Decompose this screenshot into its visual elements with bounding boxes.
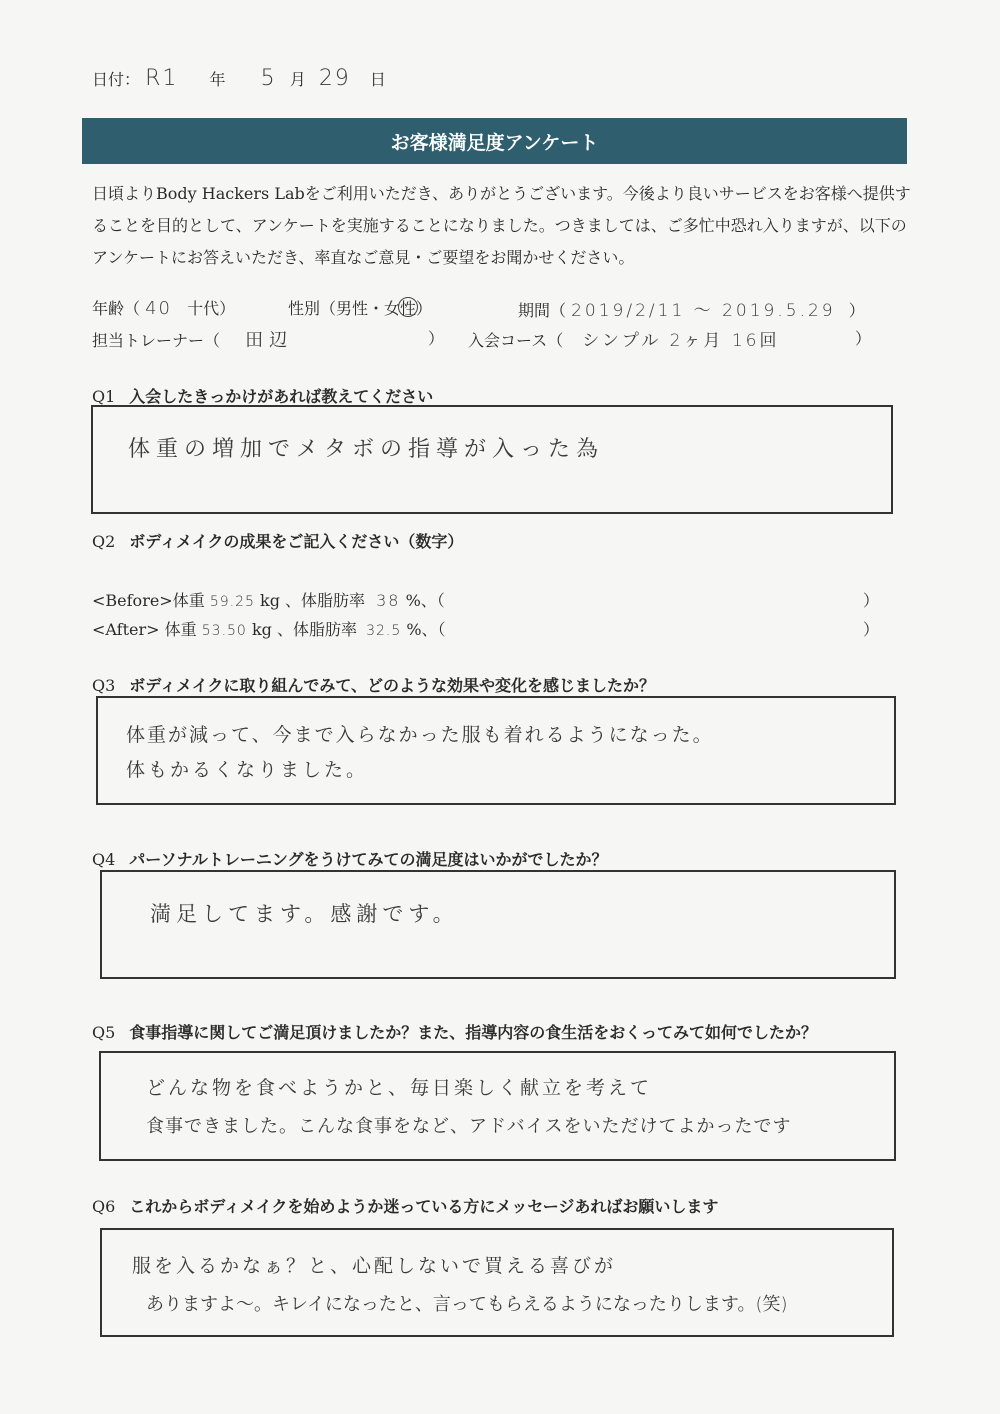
age-value: 40: [145, 298, 173, 319]
age-field: [92, 296, 235, 319]
after-fat: 32.5: [366, 623, 402, 639]
after-kg-label: kg 、体脂肪率: [251, 620, 357, 639]
month-label: 月: [289, 70, 306, 89]
age-label: 年齢（: [92, 299, 141, 318]
after-weight: 53.50: [201, 623, 247, 639]
course-close: ）: [855, 329, 872, 348]
q4-number: Q4: [92, 850, 116, 869]
before-weight: 59.25: [209, 594, 255, 610]
trainer-field: [92, 326, 293, 352]
q3-answer-line1: 体重が減って、今まで入らなかった服も着れるようになった。: [126, 724, 714, 746]
q6-answer-box: [100, 1228, 894, 1337]
date-line: [92, 66, 386, 91]
period-close: ）: [848, 301, 865, 320]
q5-answer-line1: どんな物を食べようかと、毎日楽しく献立を考えて: [146, 1077, 653, 1099]
trainer-label: 担当トレーナー（: [92, 331, 221, 350]
period-label: 期間（: [518, 301, 567, 320]
q2-before-row: [92, 588, 445, 611]
before-fat: 38: [376, 591, 401, 610]
q6-number: Q6: [92, 1197, 116, 1216]
q6-answer-line1: 服を入るかなぁ？と、心配しないで買える喜びが: [132, 1255, 617, 1277]
trainer-value: 田辺: [245, 330, 294, 351]
gender-label: 性別（男性・女性）: [288, 299, 433, 318]
survey-title-banner: [82, 118, 907, 164]
q4-answer: 満足してます。感謝です。: [150, 902, 459, 926]
course-value: シンプル 2ヶ月 16回: [582, 331, 780, 351]
course-label: 入会コース（: [468, 331, 564, 350]
age-suffix: 十代）: [187, 299, 236, 318]
q2-after-row: [92, 617, 446, 640]
survey-title: お客様満足度アンケート: [390, 131, 599, 154]
q3-answer-line2: 体もかるくなりました。: [126, 759, 369, 781]
q2-text: ボディメイクの成果をご記入ください（数字）: [129, 532, 464, 551]
q3-number: Q3: [92, 676, 116, 695]
period-field: [518, 296, 865, 321]
q3-text: ボディメイクに取り組んでみて、どのような効果や変化を感じましたか？: [129, 676, 656, 695]
period-value: 2019/2/11 ～ 2019.5.29: [571, 301, 836, 321]
q2-heading: [92, 529, 463, 552]
after-label: <After> 体重: [92, 620, 197, 639]
after-close: ）: [863, 620, 880, 639]
after-pct-label: %、（: [406, 620, 446, 639]
q1-text: 入会したきっかけがあれば教えてください: [129, 387, 434, 406]
before-close: ）: [863, 591, 880, 610]
q4-heading: [92, 847, 608, 870]
q5-heading: [92, 1020, 817, 1043]
intro-paragraph: 日頃よりBody Hackers Labをご利用いただき、ありがとうございます。今後より良いサービスをお客様へ提供することを目的として、アンケートを実施することになりました。つきましては、ご多忙中恐れ入りますが、以下のアンケートにお答えいただき、率直なご意見・ご要望をお聞かせください。: [92, 184, 911, 267]
q1-number: Q1: [92, 387, 116, 406]
q5-answer-line2: 食事できました。こんな食事をなど、アドバイスをいただけてよかったです: [146, 1116, 792, 1137]
trainer-close: ）: [428, 329, 445, 348]
q5-number: Q5: [92, 1023, 116, 1042]
before-kg-label: kg 、体脂肪率: [260, 591, 366, 610]
course-field: [468, 326, 779, 351]
q3-heading: [92, 673, 655, 696]
q1-heading: [92, 384, 433, 407]
before-label: <Before>体重: [92, 591, 205, 610]
q6-answer-line2: ありますよ～。キレイになったと、言ってもらえるようになったりします。(笑): [146, 1294, 788, 1315]
q1-answer: 体重の増加でメタボの指導が入った為: [128, 437, 605, 462]
gender-selection-circle: [398, 297, 418, 317]
month-value: 5: [260, 66, 277, 91]
date-era: R1: [145, 66, 179, 91]
q5-text: 食事指導に関してご満足頂けましたか？また、指導内容の食生活をおくってみて如何でしたか？: [129, 1023, 817, 1042]
before-pct-label: %、（: [405, 591, 445, 610]
day-label: 日: [369, 70, 386, 89]
q3-answer-box: [96, 696, 896, 805]
year-label: 年: [209, 70, 226, 89]
q2-number: Q2: [92, 532, 116, 551]
date-label: 日付：: [92, 70, 141, 89]
q4-text: パーソナルトレーニングをうけてみての満足度はいかがでしたか？: [129, 850, 608, 869]
q6-text: これからボディメイクを始めようか迷っている方にメッセージあればお願いします: [129, 1197, 719, 1216]
q6-heading: [92, 1194, 718, 1217]
day-value: 29: [318, 66, 351, 91]
q5-answer-box: [99, 1051, 896, 1161]
